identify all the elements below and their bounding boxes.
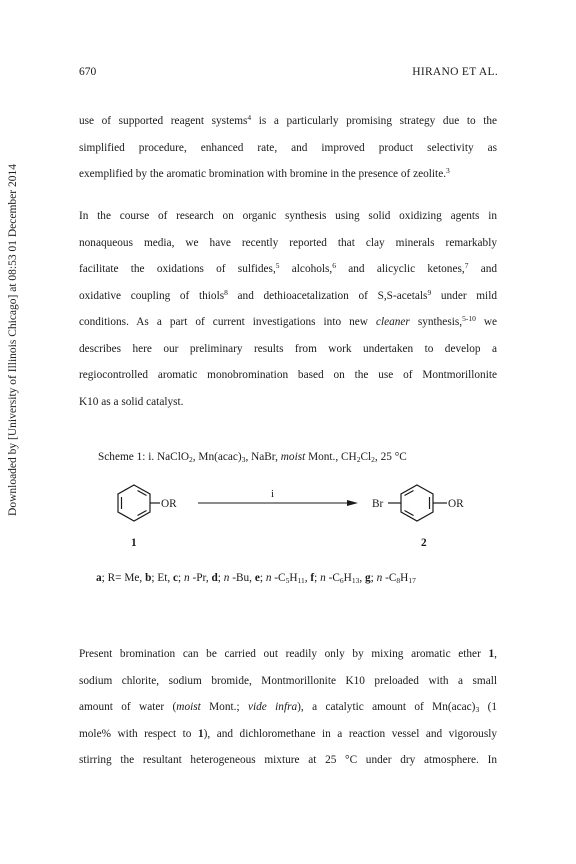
text-line: stirring the resultant heterogeneous mixture at 25 °C under dry atmosphere. In bbox=[79, 754, 497, 766]
running-head: HIRANO ET AL. bbox=[412, 66, 498, 78]
paragraph-3 bbox=[79, 641, 497, 774]
text-line: use of supported reagent systems$^4$ is a particularly promising strategy due to the bbox=[79, 113, 498, 127]
text-line: sodium chlorite, sodium bromide, Montmorillonite K10 preloaded with a small bbox=[79, 674, 497, 687]
benzene-ring-product bbox=[388, 485, 447, 521]
reaction-arrow bbox=[198, 500, 358, 506]
download-watermark: Downloaded by [University of Illinois Chicago] at 08:53 01 December 2014 bbox=[7, 164, 19, 516]
text-line: mole% with respect to 1), and dichloromethane in a reaction vessel and vigorously bbox=[79, 727, 498, 740]
substituent-label: OR bbox=[448, 498, 464, 510]
text-line: facilitate the oxidations of sulfides,$^5$ alcohols,$^6$ and alicyclic ketones,$^7$ and bbox=[79, 261, 498, 275]
page-number: 670 bbox=[79, 66, 97, 78]
text-line: amount of water (moist Mont.; vide infra), a catalytic amount of $Mn(acac)_3$ (1 bbox=[79, 701, 497, 714]
scheme-caption: Scheme 1: i. NaClO$_2$, $Mn(acac)_3$, NaBr, moist Mont., $CH_2Cl_2$, 25 °C bbox=[98, 451, 407, 464]
substituent-legend: a; R= Me, b; Et, c; n -Pr, d; n -Bu, e; n $-C_5H_{11}$, f; n $-C_6H_{13}$, g; n $-C_8H_{17}$ bbox=[96, 572, 416, 585]
text-line: In the course of research on organic synthesis using solid oxidizing agents in bbox=[79, 210, 497, 222]
compound-number: 1 bbox=[131, 537, 137, 549]
text-line: K10 as a solid catalyst. bbox=[79, 395, 184, 408]
substituent-label: OR bbox=[161, 498, 177, 510]
reagent-label: i bbox=[271, 488, 275, 500]
compound-number: 2 bbox=[421, 537, 427, 549]
text-line: exemplified by the aromatic bromination with bromine in the presence of zeolite.$^3$ bbox=[79, 166, 450, 180]
text-line: oxidative coupling of thiols$^8$ and dethioacetalization of S,S-acetals$^9$ under mild bbox=[79, 287, 497, 302]
text-line: nonaqueous media, we have recently reported that clay minerals remarkably bbox=[79, 236, 497, 249]
bromo-label: Br bbox=[372, 498, 384, 510]
text-line: simplified procedure, enhanced rate, and improved product selectivity as bbox=[79, 141, 497, 154]
text-line: Present bromination can be carried out readily only by mixing aromatic ether 1, bbox=[79, 648, 497, 660]
text-line: regiocontrolled aromatic monobromination based on the use of Montmorillonite bbox=[79, 369, 497, 381]
benzene-ring-reactant bbox=[118, 485, 160, 521]
text-line: describes here our preliminary results from work undertaken to develop a bbox=[79, 342, 497, 355]
text-line: conditions. As a part of current investigations into new cleaner synthesis,$^{5-10}$ we bbox=[79, 314, 497, 328]
